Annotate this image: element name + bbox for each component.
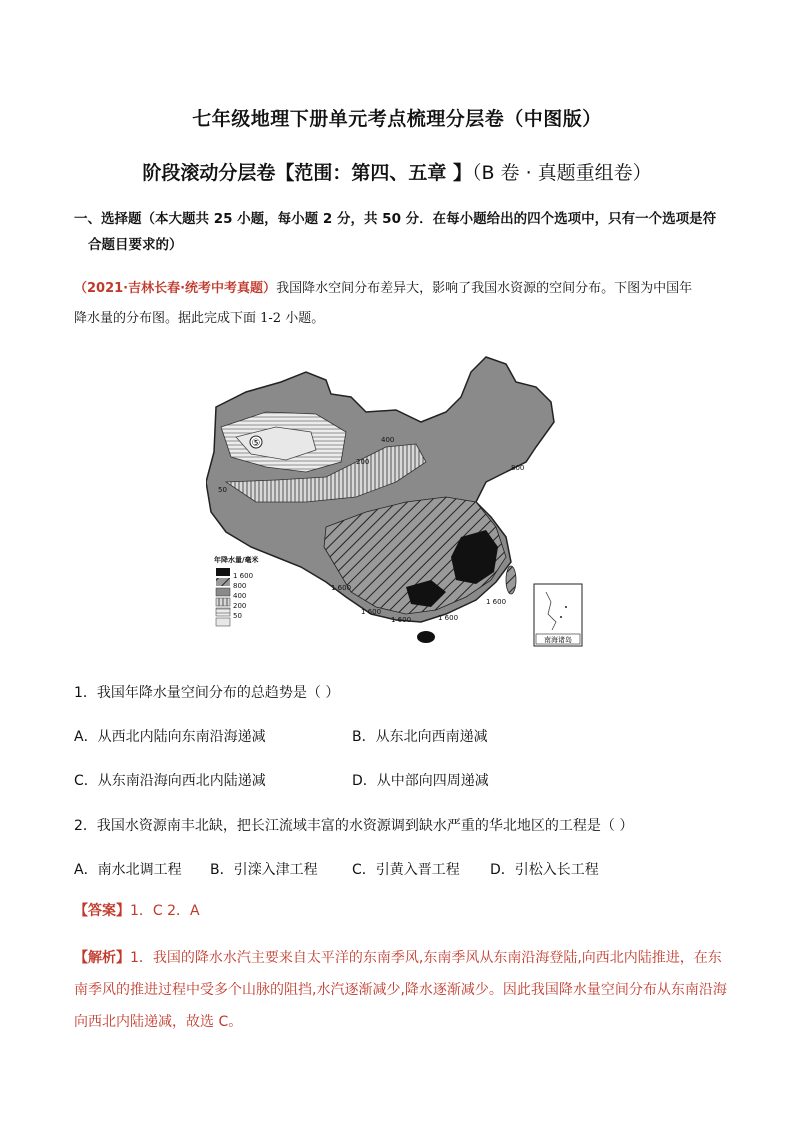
answer-block — [74, 900, 200, 920]
legend-value: 400 — [233, 592, 247, 600]
q2-option-a: A．南水北调工程 — [74, 862, 182, 878]
legend-title: 年降水量/毫米 — [214, 556, 259, 564]
inset-label: 南海诸岛 — [544, 636, 572, 644]
contour-label: 1 600 — [438, 614, 459, 622]
legend-value: 800 — [233, 582, 247, 590]
china-precipitation-map — [206, 352, 586, 648]
contour-label: 1 600 — [391, 616, 412, 624]
map-legend — [214, 555, 259, 626]
contour-label: 400 — [381, 436, 395, 444]
legend-value: 200 — [233, 602, 247, 610]
subtitle-tail: （B 卷 · 真题重组卷） — [471, 162, 652, 184]
question-intro — [74, 274, 734, 334]
q1-option-a: A．从西北内陆向东南沿海递减 — [74, 729, 266, 745]
contour-label: 1 600 — [331, 584, 352, 592]
source-tag: （2021·吉林长春·统考中考真题） — [74, 281, 277, 296]
section-heading — [74, 206, 734, 258]
section-line1: 一、选择题（本大题共 25 小题，每小题 2 分，共 50 分．在每小题给出的四个选项中，只有一个选项是符 — [74, 211, 717, 227]
analysis-label: 【解析】 — [74, 950, 130, 966]
intro-text1: 我国降水空间分布差异大，影响了我国水资源的空间分布。下图为中国年 — [276, 281, 693, 296]
page-subtitle — [0, 158, 794, 185]
intro-text2: 降水量的分布图。据此完成下面 1-2 小题。 — [74, 311, 325, 326]
answer-label: 【答案】 — [74, 903, 130, 919]
contour-label: 50 — [218, 486, 227, 494]
legend-value: 1 600 — [233, 572, 254, 580]
question-1-stem: 1．我国年降水量空间分布的总趋势是（ ） — [74, 685, 340, 701]
analysis-text1: 1．我国的降水水汽主要来自太平洋的东南季风,东南季风从东南沿海登陆,向西北内陆推进，在东 — [130, 950, 722, 966]
answer-text: 1．C 2．A — [130, 903, 200, 919]
q2-option-c: C．引黄入晋工程 — [352, 862, 460, 878]
q1-option-d: D．从中部向四周递减 — [352, 773, 489, 789]
contour-label: 200 — [356, 458, 370, 466]
contour-label: 1 600 — [486, 598, 507, 606]
q1-option-c: C．从东南沿海向西北内陆递减 — [74, 773, 266, 789]
analysis-text3: 向西北内陆递减，故选 C。 — [74, 1014, 243, 1030]
taiwan-island — [506, 566, 516, 594]
contour-label: 800 — [511, 464, 525, 472]
hainan-island — [417, 631, 435, 643]
q2-option-b: B．引滦入津工程 — [210, 862, 318, 878]
analysis-text2: 南季风的推进过程中受多个山脉的阻挡,水汽逐渐减少,降水逐渐减少。因此我国降水量空间分布从东南沿海 — [74, 982, 727, 998]
analysis-block — [74, 942, 734, 1038]
q2-option-d: D．引松入长工程 — [490, 862, 599, 878]
section-line2: 合题目要求的） — [88, 237, 183, 253]
subtitle-main: 阶段滚动分层卷【范围：第四、五章 】 — [142, 162, 472, 184]
q1-option-b: B．从东北向西南递减 — [352, 729, 488, 745]
south-china-sea-inset — [534, 584, 582, 646]
question-2-stem: 2．我国水资源南丰北缺，把长江流域丰富的水资源调到缺水严重的华北地区的工程是（ ） — [74, 818, 634, 834]
page-title: 七年级地理下册单元考点梳理分层卷（中图版） — [192, 108, 602, 130]
contour-label: 1 600 — [361, 608, 382, 616]
legend-value: 50 — [233, 612, 242, 620]
map-marker: ⑤ — [251, 438, 261, 449]
